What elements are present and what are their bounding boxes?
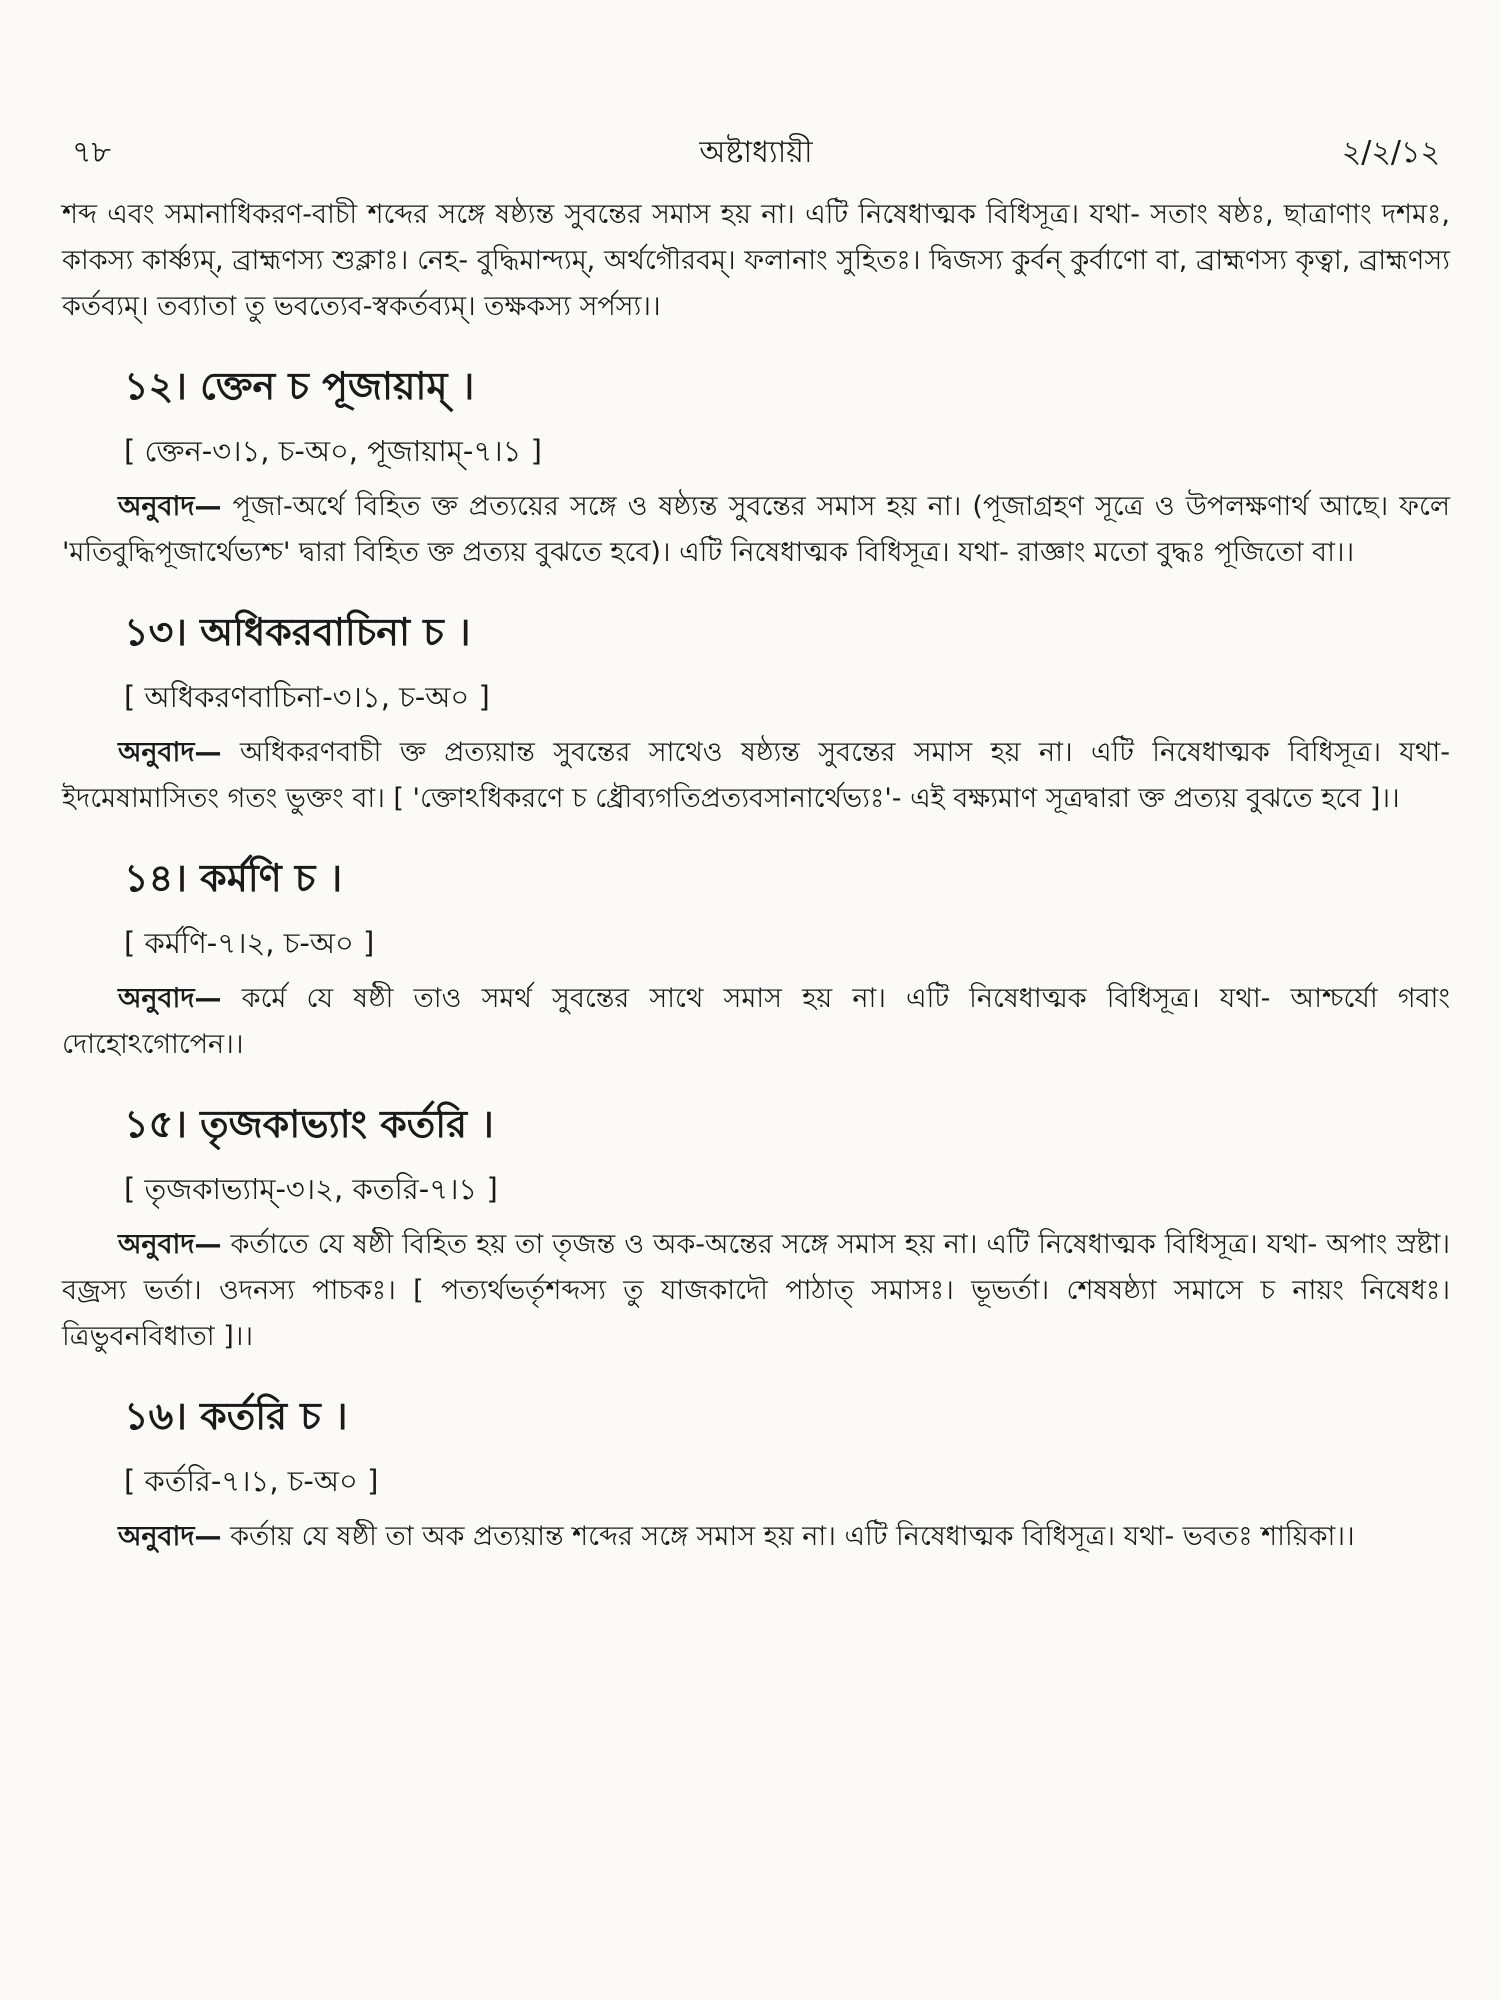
sutra-13	[62, 600, 1450, 822]
sutra-heading: ১৬। কর্তরি চ ।	[124, 1394, 348, 1438]
sutra-vigraha: [ কর্মণি-৭।২, চ-অ০ ]	[124, 926, 375, 960]
page-header	[72, 128, 1440, 178]
sutra-16	[62, 1384, 1450, 1560]
anuvad-label: অনুবাদ—	[118, 983, 222, 1014]
sutra-15	[62, 1092, 1450, 1360]
anuvad-paragraph	[62, 1222, 1450, 1360]
anuvad-paragraph	[62, 976, 1450, 1068]
sutra-heading: ১২। ক্তেন চ পূজায়াম্ ।	[124, 364, 475, 408]
anuvad-label: অনুবাদ—	[118, 491, 222, 522]
intro-paragraph: শব্দ এবং সমানাধিকরণ-বাচী শব্দের সঙ্গে ষষ্ঠ্যন্ত সুবন্তের সমাস হয় না। এটি নিষেধাত্মক বিধিসূত্র। যথা- সতাং ষষ্ঠঃ, ছাত্রাণাং দশমঃ, কাকস্য কার্ষ্ণ্যম্, ব্রাহ্মণস্য শুক্লাঃ। নেহ- বুদ্ধিমান্দ্যম্, অর্থগৌরবম্। ফলানাং সুহিতঃ। দ্বিজস্য কুর্বন্ কুর্বাণো বা, ব্রাহ্মণস্য কৃত্বা, ব্রাহ্মণস্য কর্তব্যম্। তব্যাতা তু ভবত্যেব-স্বকর্তব্যম্। তক্ষকস্য সর্পস্য।।	[62, 199, 1450, 322]
sutra-heading: ১৩। অধিকরবাচিনা চ ।	[124, 610, 471, 654]
anuvad-label: অনুবাদ—	[118, 1229, 222, 1260]
sutra-vigraha: [ ক্তেন-৩।১, চ-অ০, পূজায়াম্-৭।১ ]	[124, 434, 542, 468]
anuvad-text: কর্তায় যে ষষ্ঠী তা অক প্রত্যয়ান্ত শব্দের সঙ্গে সমাস হয় না। এটি নিষেধাত্মক বিধিসূত্র। যথা- ভবতঃ শায়িকা।।	[221, 1521, 1355, 1552]
anuvad-paragraph	[62, 484, 1450, 576]
anuvad-text: পূজা-অর্থে বিহিত ক্ত প্রত্যয়ের সঙ্গে ও ষষ্ঠ্যন্ত সুবন্তের সমাস হয় না। (পূজাগ্রহণ সূত্রে ও উপলক্ষণার্থ আছে। ফলে 'মতিবুদ্ধিপূজার্থেভ্যশ্চ' দ্বারা বিহিত ক্ত প্রত্যয় বুঝতে হবে)। এটি নিষেধাত্মক বিধিসূত্র। যথা- রাজ্ঞাং মতো বুদ্ধঃ পূজিতো বা।।	[62, 491, 1450, 568]
sutra-heading: ১৪। কর্মণি চ ।	[124, 856, 343, 900]
anuvad-text: কর্মে যে ষষ্ঠী তাও সমর্থ সুবন্তের সাথে সমাস হয় না। এটি নিষেধাত্মক বিধিসূত্র। যথা- আশ্চর্যো গবাং দোহোঽগোপেন।।	[62, 983, 1450, 1060]
sutra-vigraha: [ কর্তরি-৭।১, চ-অ০ ]	[124, 1464, 379, 1498]
page-number: ৭৮	[72, 135, 111, 170]
sutra-14	[62, 846, 1450, 1068]
anuvad-text: অধিকরণবাচী ক্ত প্রত্যয়ান্ত সুবন্তের সাথেও ষষ্ঠ্যন্ত সুবন্তের সমাস হয় না। এটি নিষেধাত্মক বিধিসূত্র। যথা- ইদমেষামাসিতং গতং ভুক্তং বা। [ 'ক্তোঽধিকরণে চ ধ্রৌব্যগতিপ্রত্যবসানার্থেভ্যঃ'- এই বক্ষ্যমাণ সূত্রদ্বারা ক্ত প্রত্যয় বুঝতে হবে ]।।	[62, 737, 1450, 814]
anuvad-label: অনুবাদ—	[118, 737, 222, 768]
sutra-vigraha: [ তৃজকাভ্যাম্-৩।২, কতরি-৭।১ ]	[124, 1172, 498, 1206]
anuvad-paragraph	[62, 730, 1450, 822]
anuvad-text: কর্তাতে যে ষষ্ঠী বিহিত হয় তা তৃজন্ত ও অক-অন্তের সঙ্গে সমাস হয় না। এটি নিষেধাত্মক বিধিসূত্র। যথা- অপাং স্রষ্টা। বজ্রস্য ভর্তা। ওদনস্য পাচকঃ। [ পত্যর্থভর্তৃশব্দস্য তু যাজকাদৌ পাঠাত্ সমাসঃ। ভূভর্তা। শেষষষ্ঠ্যা সমাসে চ নায়ং নিষেধঃ। ত্রিভুবনবিধাতা ]।।	[62, 1229, 1450, 1352]
page-body	[62, 192, 1450, 1560]
sutra-vigraha: [ অধিকরণবাচিনা-৩।১, চ-অ০ ]	[124, 680, 490, 714]
sutra-12	[62, 354, 1450, 576]
sutra-heading: ১৫। তৃজকাভ্যাং কর্তরি ।	[124, 1102, 494, 1146]
anuvad-label: অনুবাদ—	[118, 1521, 222, 1552]
sutra-reference: ২/২/১২	[1341, 135, 1440, 170]
running-title: অষ্টাধ্যায়ী	[699, 135, 813, 170]
anuvad-paragraph	[62, 1514, 1450, 1560]
